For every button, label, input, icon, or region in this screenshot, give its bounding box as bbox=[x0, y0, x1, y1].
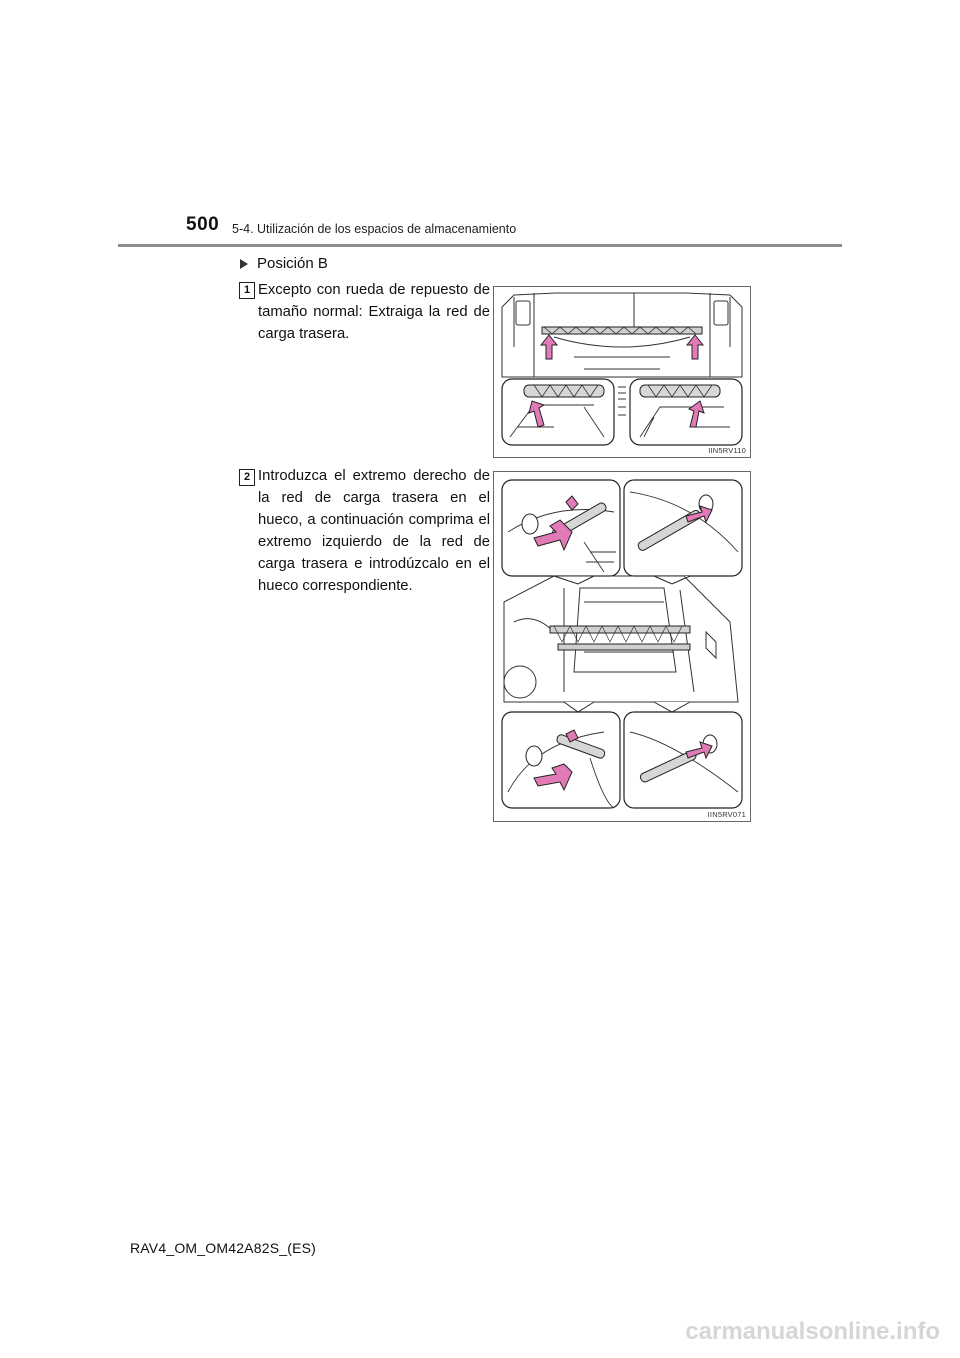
header-rule bbox=[118, 244, 842, 247]
figure-2 bbox=[493, 471, 751, 822]
figure-1-illustration bbox=[494, 287, 750, 457]
section-title: 5-4. Utilización de los espacios de almacenamiento bbox=[232, 222, 517, 236]
triangle-bullet-icon bbox=[240, 259, 248, 269]
step-2-badge: 2 bbox=[239, 469, 255, 486]
step-1-badge: 1 bbox=[239, 282, 255, 299]
footer-doc-code: RAV4_OM_OM42A82S_(ES) bbox=[130, 1240, 317, 1256]
step-1-text: Excepto con rueda de repuesto de tamaño normal: Extraiga la red de carga trasera. bbox=[258, 282, 490, 342]
figure-2-code: IIN5RV071 bbox=[707, 810, 746, 819]
watermark: carmanualsonline.info bbox=[685, 1318, 940, 1345]
figure-1 bbox=[493, 286, 751, 458]
subheading-text: Posición B bbox=[257, 255, 328, 272]
figure-1-code: IIN5RV110 bbox=[708, 446, 746, 455]
figure-2-illustration bbox=[494, 472, 750, 821]
page-number: 500 bbox=[186, 214, 220, 235]
step-2-text: Introduzca el extremo derecho de la red de carga trasera en el hueco, a continuación comprima el extremo izquierdo de la red de carga trasera e introdúzcalo en el hueco correspondiente. bbox=[258, 468, 490, 594]
subheading bbox=[240, 255, 328, 272]
